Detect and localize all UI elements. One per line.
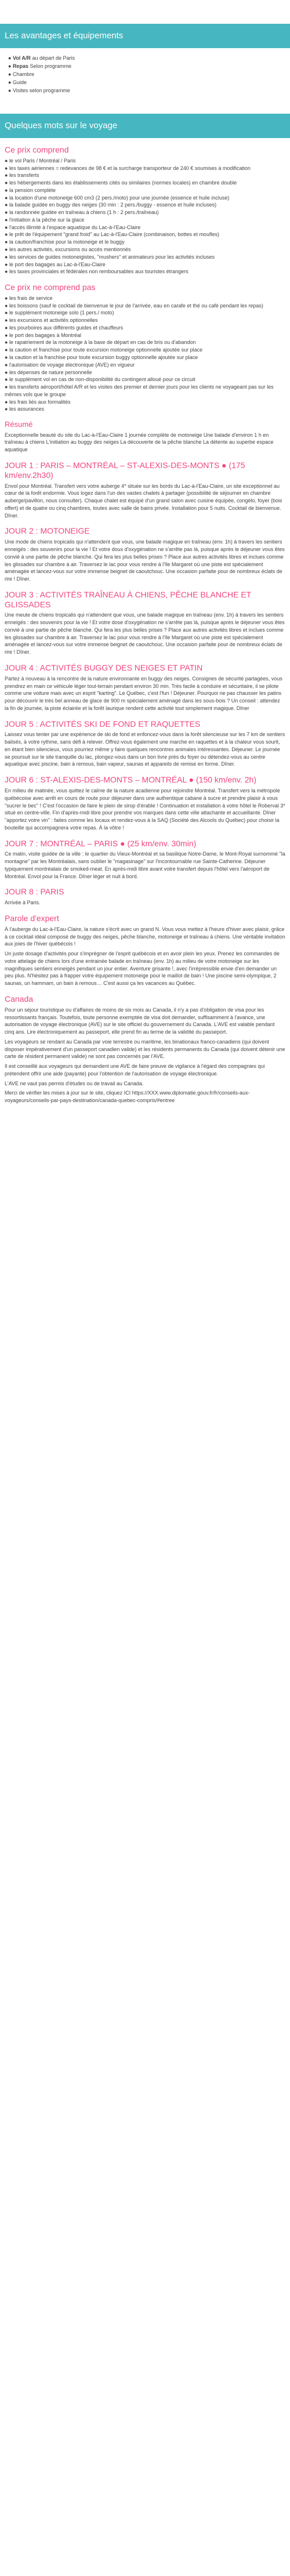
day-text: Laissez vous tenter par une expérience de ski de fond et enfoncez-vous dans la forêt silencieuse sur les 7 km de sentiers balisés, à votre rythme, sans défi à relever. Offrez-vous également une marche en raquettes et à la chaleur vous sourit, en étant bien silencieux, vous pourriez même y faire quelques rencontres animales intéressantes. Déjeuner. Le journée se poursuit sur le site tranquille du lac, plongez-vous dans un bon livre près du foyer ou détendez-vous au centre aquatique avec piscine, bain à remous, bain vapeur, saunas et appareils de remise en forme. Dîner. <box>5 731 285 767</box>
bullet-icon: ● <box>5 231 9 238</box>
day-text: Arrivée à Paris. <box>5 900 41 906</box>
avantages-list <box>8 54 290 95</box>
list-item: ● la caution/franchise pour la motoneige et le buggy <box>5 239 125 245</box>
list-item: ● les frais liés aux formalités <box>5 398 71 405</box>
bullet-icon: ● <box>5 216 9 223</box>
bullet-icon: ● <box>5 269 9 275</box>
day-title: JOUR 2 : MOTONEIGE <box>5 526 90 536</box>
list-item: ● l'accès illimité à l'espace aquatique du Lac-à-l'Eau-Claire <box>5 224 141 230</box>
day-title: JOUR 7 : MONTRÉAL – PARIS ● (25 km/env. 30min) <box>5 838 197 848</box>
canada-title: Canada <box>5 994 34 1003</box>
prix-comprend-title: Ce prix comprend <box>5 145 69 154</box>
bullet-icon: ● <box>5 157 9 164</box>
parole-paragraph: À l'auberge du Lac-à-l'Eau-Claire, la nature s'écrit avec un grand N. Vous vous mettez à l'heure d'hiver avec plaisir, grâce à ce cocktail idéal composé de buggy des neiges, pêche blanche, motoneige et traîneau à chiens. Une véritable invitation aux joies de l'hiver québécois ! <box>5 926 285 947</box>
canada-paragraph: Les voyageurs se rendant au Canada par voie terrestre ou maritime, les binationaux franco-canadiens (qui doivent disposer impérativement d'un passeport canadien valide) et les résidents permanents du Canada (qui doivent détenir une carte de résident permanent valide) ne sont pas concernés par l'AVE. <box>5 1038 285 1060</box>
bullet-icon: ● <box>5 253 9 260</box>
voyage-heading: Quelques mots sur le voyage <box>5 121 118 131</box>
bullet-icon: ● <box>5 295 9 301</box>
day-5 <box>5 719 285 769</box>
list-item: ● le rapatriement de la motoneige à la base de départ en cas de bris ou d'abandon <box>5 339 196 346</box>
voyage-section <box>0 145 290 1104</box>
bullet-icon: ● <box>5 332 9 338</box>
list-item: ● les assurances <box>5 406 44 412</box>
parole-paragraph: Un juste dosage d'activités pour s'imprégner de l'esprit québécois et en avoir plein les yeux. Prenez les commandes de votre attelage de chiens lors d'une entrainée balade en traîneau (env. 1h) au milieu de votre motoneige sur les magnifiques sentiers enneigés pendant un jour entier. Aventure grisante !, avec l'irrépressible envie d'en demander un peu plus. N'hésitez pas à frapper votre équipement motoneige pour le maillot de bain ! Une piscine semi-olympique, 2 saunas, un hammam, un bain à remous… C'est aussi ça les vacances au Québec. <box>5 951 280 987</box>
bullet-icon: ● <box>5 246 9 252</box>
list-item: ● la pension complète <box>5 187 56 193</box>
list-item: ● le supplément motoneige solo (1 pers./ moto) <box>5 310 114 316</box>
day-1 <box>5 461 285 519</box>
list-item: ● les frais de service <box>5 295 53 301</box>
prix-ne-comprend-title: Ce prix ne comprend pas <box>5 282 96 292</box>
day-title: JOUR 1 : PARIS – MONTRÉAL – ST-ALEXIS-DES-MONTS ● (175 km/env.2h30) <box>5 460 245 480</box>
bullet-icon: ● <box>5 165 9 171</box>
day-title: JOUR 6 : ST-ALEXIS-DES-MONTS – MONTRÉAL ● (150 km/env. 2h) <box>5 775 256 785</box>
list-item: ● le port des bagages au Lac-à-l'Eau-Claire <box>5 261 106 267</box>
bullet-icon: ● <box>5 180 9 186</box>
bullet-icon: ● <box>5 324 9 331</box>
day-3 <box>5 590 285 656</box>
avantage-item: ● Visites selon programme <box>8 88 70 93</box>
day-4 <box>5 663 285 712</box>
day-text: Ce matin, visite guidée de la ville : le quartier du Vieux-Montréal et sa basilique Notre-Dame, le Mont-Royal surnommé "la montagne" par les Montréalais, sans oublier le "magasinage" sur l'incontournable rue Sainte-Catherine. Déjeuner typiquement montréalais de smoked-meat. En après-midi libre avant votre transfert depuis l'hôtel vers l'aéroport de Montréal. Envol pour la France. Dîner léger et nuit à bord. <box>5 851 285 879</box>
bullet-icon: ● <box>5 339 9 346</box>
list-item: ● les taxes aériennes = redevances de 98 € et la surcharge transporteur de 240 € soumises à modification <box>5 165 251 171</box>
day-title: JOUR 3 : ACTIVITÉS TRAÎNEAU À CHIENS, PÊCHE BLANCHE ET GLISSADES <box>5 589 252 609</box>
avantages-banner <box>0 24 290 48</box>
list-item: ● le prêt de l'équipement "grand froid" au Lac-à-l'Eau-Claire (combinaison, bottes et moufles) <box>5 231 219 238</box>
bullet-icon: ● <box>5 261 9 267</box>
day-7 <box>5 839 285 881</box>
bullet-icon: ● <box>5 406 9 412</box>
list-item: ● les services de guides motoneigistes, "mushers" et animateurs pour les activités incluses <box>5 253 215 260</box>
parole-title: Parole d'expert <box>5 914 59 923</box>
bullet-icon: ● <box>5 347 9 353</box>
avantage-item: ● Chambre <box>8 71 34 77</box>
list-item: ● les hébergements dans les établissements cités ou similaires (normes locales) en chambre double <box>5 180 237 186</box>
day-title: JOUR 5 : ACTIVITÉS SKI DE FOND ET RAQUETTES <box>5 719 201 729</box>
bullet-icon: ● <box>5 361 9 368</box>
canada-paragraph: Il est conseillé aux voyageurs qui demandent une AVE de faire preuve de vigilance à l'égard des compagnies qui prétendent offrir une aide (payante) pour l'obtention de l'autorisation de voyage électronique. <box>5 1063 265 1077</box>
list-item: ● les autres activités, excursions ou accès mentionnés <box>5 246 131 252</box>
bullet-icon: ● <box>5 384 9 390</box>
bullet-icon: ● <box>5 354 9 360</box>
canada-paragraph: L'AVE ne vaut pas permis d'études ou de travail au Canada. <box>5 1080 144 1086</box>
bullet-icon: ● <box>5 302 9 309</box>
bullet-icon: ● <box>5 369 9 375</box>
bullet-icon: ● <box>5 224 9 230</box>
bullet-icon: ● <box>5 194 9 201</box>
list-item: ● les dépenses de nature personnelle <box>5 369 92 375</box>
bullet-icon: ● <box>5 209 9 216</box>
avantage-item: ● Vol A/R au départ de Paris <box>8 55 75 61</box>
list-item: ● la caution et la franchise pour toute excursion buggy optionnelle ajoutée sur place <box>5 354 198 360</box>
list-item: ● les transferts <box>5 172 39 179</box>
day-title: JOUR 8 : PARIS <box>5 887 64 897</box>
list-item: ● la caution et franchise pour toute excursion motoneige optionnelle ajoutée sur place <box>5 347 203 353</box>
day-text: Partez à nouveau à la rencontre de la nature environnante en buggy des neiges. Consignes de sécurité partagées, vous prendrez en main ce véhicule léger tout-terrain pendant environ 30 min. Très facile à conduire et sécuritaire, il se pilote comme une voiture mais avec un esprit "karting". Le Québec, c'est l'fun ! Déjeuner. Pourquoi ne pas chausser les patins pour découvrir le très bel anneau de glace de 900 m spécialement aménagé dans les sous-bois ? Un conseil : attendez la fin de journée, la piste éclairée et la forêt laurique rendent cette activité tout simplement magique. Dîner <box>5 675 282 711</box>
avantage-item: ● Repas Selon programme <box>8 63 71 69</box>
list-item: ● le supplément vol en cas de non-disponibilité du contingent alloué pour ce circuit <box>5 376 195 383</box>
prix-ne-comprend-list <box>5 295 285 413</box>
bullet-icon: ● <box>5 310 9 316</box>
bullet-icon: ● <box>5 317 9 324</box>
avantage-item: ● Guide <box>8 79 27 85</box>
day-2 <box>5 526 285 582</box>
day-text: Une mode de chiens tropicalis qui n'attendent que vous, une balade magique en traîneau (env. 1h) à travers les sentiers enneigés : des souvenirs pour la vie ! Et votre doux d'oxygénation ne s'arrête pas là, puisque après le déjeuner vous êtes convié à une partie de pêche blanche. Qui fera les plus belles prises ? Place aux autres activités libres et inclues comme les glissades sur chambre à air. Traversez le lac pour vous rendre à l'île Margaret où une piste est spécialement aménagée et lancez-vous sur votre immense beignet de caoutchouc. Une occasion parfaite pour de nombreux éclats de rire ! Dîner. <box>5 539 285 582</box>
list-item: ● les transferts aéroport/hôtel A/R et les visites des premier et dernier jours pour les clients ne voyageant pas sur les mêmes vols que le groupe <box>5 384 274 397</box>
resume-title: Résumé <box>5 420 33 429</box>
bullet-icon: ● <box>5 202 9 208</box>
bullet-icon: ● <box>5 398 9 405</box>
list-item: ● la randonnée guidée en traîneau à chiens (1 h : 2 pers./traîneau) <box>5 209 159 216</box>
day-text: En milieu de matinée, vous quittez le calme de la nature acadienne pour rejoindre Montréal. Transfert vers la métropole québécoise avec arrêt en cours de route pour déjeuner dans une authentique cabane à sucre et prendre plaisir à vous "sucrer le bec" ! C'est l'occasion de faire le plein de sirop d'érable ! Continuation et installation à votre hôtel le Roberval 3* situé en centre-ville. Fin d'après-midi libre pour prendre vos marques dans cette ville attachante et accueillante. Dîner "apportez votre vin" : faites comme les locaux et rendez-vous à la SAQ (Société des Alcools du Québec) pour choisir la bouteille qui accompagnera votre repas. À la vôtre ! <box>5 788 285 831</box>
bullet-icon: ● <box>5 187 9 193</box>
list-item: ● l'initiation à la pêche sur la glace <box>5 216 85 223</box>
list-item: ● le vol Paris / Montréal / Paris <box>5 157 76 164</box>
day-title: JOUR 4 : ACTIVITÉS BUGGY DES NEIGES ET PATIN <box>5 662 203 672</box>
list-item: ● les taxes provinciales et fédérales non remboursables aux touristes étrangers <box>5 269 188 275</box>
list-item: ● les boissons (sauf le cocktail de bienvenue le jour de l'arrivée, eau en carafe et thé ou café pendant les repas) <box>5 302 263 309</box>
day-text: Envol pour Montréal. Transfert vers votre auberge 4* située sur les bords du Lac-à-l'Eau-Claire, un site exceptionnel au cœur de la forêt endormie. Vous logez dans l'un des vastes chalets à partager (possibilité de séjourner en chambre auberge/pavillon, nous consulter). Chaque chalet est équipé d'un grand salon avec cuisine équipée, congélo, foyer (bois offert) et de quatre ou cinq chambres, toutes avec salle de bains privée. Installation pour 5 nuits. Cocktail de bienvenue. Dîner. <box>5 483 282 519</box>
bullet-icon: ● <box>5 172 9 179</box>
avantages-heading: Les avantages et équipements <box>5 31 124 41</box>
resume-text: Exceptionnelle beauté du site du Lac-à-l'Eau-Claire 1 journée complète de motoneige Une balade d'environ 1 h en traîneau à chiens L'initiation au buggy des neiges La découverte de la pêche blanche La détente au superbe espace aquatique <box>5 432 274 453</box>
bullet-icon: ● <box>5 376 9 383</box>
list-item: ● la balade guidée en buggy des neiges (30 min : 2 pers./buggy - essence et huile incluses) <box>5 202 217 208</box>
list-item: ● les excursions et activités optionnelles <box>5 317 98 324</box>
day-8 <box>5 887 285 907</box>
day-text: Une meute de chiens tropicalis qui n'attendent que vous, une balade magique en traîneau (env. 1h) à travers les sentiers enneigés : des souvenirs pour la vie ! Et votre dose d'oxygénation ne s'arrête pas là, puisque après le déjeuner vous êtes convié à une partie de pêche blanche. Qui fera les plus belles prises ? Place aux autres activités libres et inclues comme les glissades sur chambre à air. Traversez le lac pour vous rendre à l'île Margaret où une piste est spécialement aménagée et lancez-vous sur votre immense beignet de caoutchouc. Une occasion parfaite pour de nombreux éclats de rire ! Dîner. <box>5 612 285 655</box>
canada-paragraph: Pour un séjour touristique ou d'affaires de moins de six mois au Canada, il n'y a pas d'obligation de visa pour les ressortissants français. Toutefois, toute personne exemptée de visa doit demander, suffisamment à l'avance, une autorisation de voyage électronique (AVE) sur le site officiel du gouvernement du Canada. L'AVE est valable pendant cinq ans. Lire électroniquement au passeport, elle prend fin au terme de la validité du passeport. <box>5 1006 275 1035</box>
day-6 <box>5 775 285 831</box>
bullet-icon: ● <box>5 239 9 245</box>
prix-comprend-list <box>5 157 285 276</box>
list-item: ● le port des bagages à Montréal <box>5 332 82 338</box>
list-item: ● la location d'une motoneige 600 cm3 (2 pers./moto) pour une journée (essence et huile incluse) <box>5 194 230 201</box>
list-item: ● l'autorisation de voyage électronique (AVE) en vigueur <box>5 361 135 368</box>
voyage-banner <box>0 114 290 138</box>
list-item: ● les pourboires aux différents guides et chauffeurs <box>5 324 124 331</box>
canada-link[interactable]: Merci de vérifier les mises à jour sur le site, cliquez ICI https://XXX.www.diplomatie.gouv.fr/fr/conseils-aux-voyageurs/conseils-par-pays-destination/canada-quebec-compris/#entree <box>5 1090 250 1104</box>
